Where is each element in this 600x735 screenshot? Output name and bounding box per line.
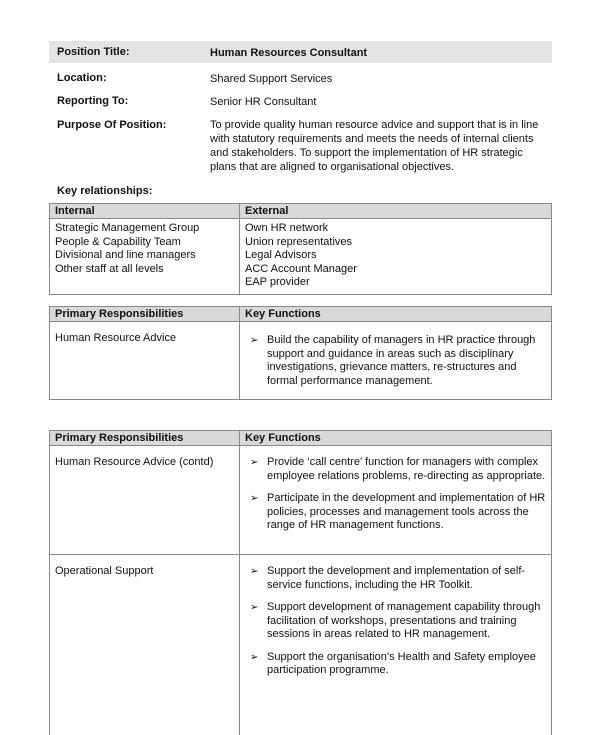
table-header-row: [50, 431, 552, 446]
column-header-primary-responsibilities: Primary Responsibilities: [50, 307, 240, 322]
function-text: Support the development and implementation of self-service functions, including the HR Toolkit.: [267, 565, 526, 591]
table-header-row: [50, 307, 552, 322]
function-text: Support development of management capability through facilitation of workshops, presentations and training sessions in areas related to HR management.: [267, 601, 541, 640]
position-title-label: Position Title:: [57, 46, 130, 58]
function-text: Provide ‘call centre’ function for managers with complex employee relations problems, re-directing as appropriate.: [267, 456, 546, 482]
functions-cell: [240, 555, 552, 735]
purpose-value: To provide quality human resource advice and support that is in line with statutory requirements and meets the needs of internal clients and stakeholders. To support the implementation of HR strategic plans that are aligned to organisational objectives.: [210, 119, 539, 173]
table-row: [50, 446, 552, 555]
arrow-bullet-icon: ➢: [250, 493, 259, 504]
column-header-key-functions: Key Functions: [240, 307, 552, 322]
function-text: Participate in the development and implementation of HR policies, processes and management tools across the range of HR management functions.: [267, 492, 546, 531]
position-title-value: Human Resources Consultant: [210, 47, 368, 59]
internal-list: [50, 219, 240, 295]
list-item: Divisional and line managers: [55, 249, 196, 261]
reporting-to-value: Senior HR Consultant: [210, 96, 317, 108]
responsibility-cell: Human Resource Advice: [50, 322, 240, 400]
responsibility-cell: Operational Support: [50, 555, 240, 735]
arrow-bullet-icon: ➢: [250, 651, 259, 663]
arrow-bullet-icon: ➢: [250, 566, 259, 577]
column-header-key-functions: Key Functions: [240, 431, 552, 446]
location-value: Shared Support Services: [210, 73, 333, 85]
location-label: Location:: [57, 72, 107, 84]
list-item: [245, 492, 546, 533]
list-item: [245, 334, 546, 388]
table-row: [50, 322, 552, 400]
list-item: EAP provider: [245, 276, 310, 288]
list-item: [245, 456, 546, 483]
list-item: People & Capability Team: [55, 235, 181, 248]
arrow-bullet-icon: ➢: [250, 457, 259, 468]
table-row: [50, 219, 552, 295]
key-relationships-heading: Key relationships:: [57, 185, 153, 197]
table-header-row: [50, 204, 552, 219]
functions-cell: [240, 446, 552, 555]
arrow-bullet-icon: ➢: [250, 602, 259, 613]
key-relationships-table: [49, 203, 552, 295]
list-item: [245, 565, 546, 592]
arrow-bullet-icon: ➢: [250, 335, 259, 346]
responsibility-cell: Human Resource Advice (contd): [50, 446, 240, 555]
column-header-internal: Internal: [50, 204, 240, 219]
list-item: [245, 601, 546, 642]
list-item: Legal Advisors: [245, 249, 317, 261]
purpose-label: Purpose Of Position:: [57, 119, 167, 131]
external-list: [240, 219, 552, 295]
functions-cell: [240, 322, 552, 400]
column-header-primary-responsibilities: Primary Responsibilities: [50, 431, 240, 446]
reporting-to-label: Reporting To:: [57, 95, 129, 107]
list-item: Union representatives: [245, 235, 353, 248]
responsibilities-table-2: [49, 430, 552, 735]
column-header-external: External: [240, 204, 552, 219]
function-text: Build the capability of managers in HR practice through support and guidance in areas such as disciplinary investigations, grievance matters, re-structures and formal performance management.: [267, 334, 536, 387]
responsibilities-table-1: [49, 306, 552, 400]
list-item: Other staff at all levels: [55, 262, 164, 275]
table-row: [50, 555, 552, 735]
list-item: [245, 651, 546, 678]
list-item: Own HR network: [245, 222, 329, 234]
function-text: Support the organisation’s Health and Safety employee participation programme.: [267, 650, 536, 676]
list-item: ACC Account Manager: [245, 262, 357, 275]
list-item: Strategic Management Group: [55, 222, 200, 234]
